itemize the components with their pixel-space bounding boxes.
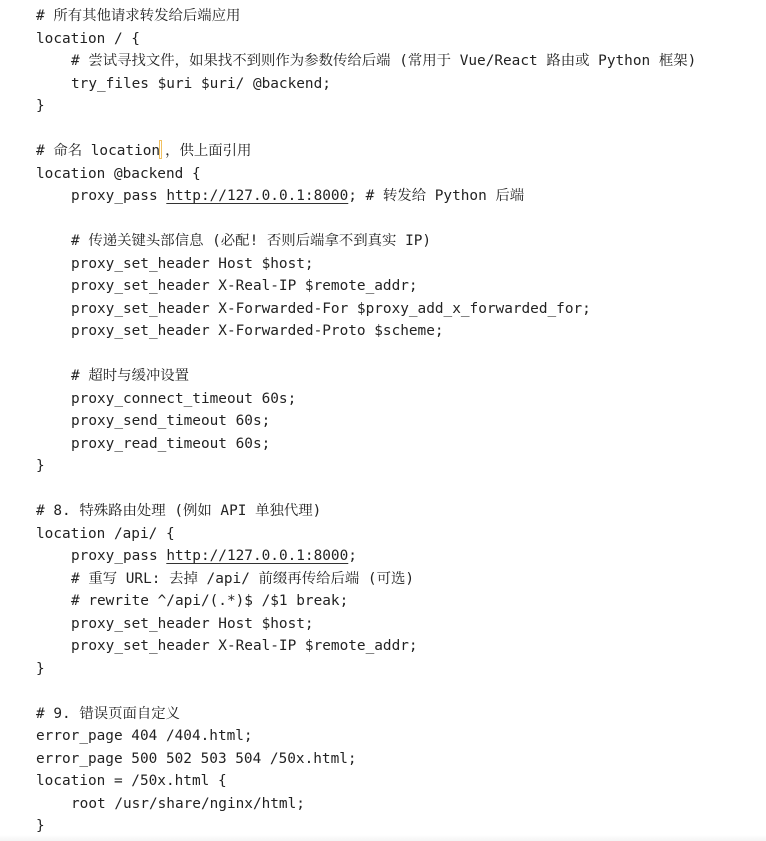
code-line: error_page 500 502 503 504 /50x.html; <box>36 750 357 767</box>
code-line <box>0 208 766 231</box>
code-line <box>0 545 766 568</box>
code-line: location / { <box>36 30 140 47</box>
code-line: proxy_set_header Host $host; <box>71 255 314 272</box>
code-line <box>0 140 766 163</box>
code-line: proxy_connect_timeout 60s; <box>71 390 297 407</box>
code-link[interactable]: http://127.0.0.1:8000 <box>166 548 349 564</box>
code-line: # 重写 URL: 去掉 /api/ 前缀再传给后端 (可选) <box>71 570 415 587</box>
code-link[interactable]: http://127.0.0.1:8000 <box>166 188 349 204</box>
code-line: # 9. 错误页面自定义 <box>36 705 181 722</box>
bottom-edge-shade <box>0 835 766 841</box>
code-line: # 8. 特殊路由处理 (例如 API 单独代理) <box>36 503 322 519</box>
code-line: proxy_set_header Host $host; <box>71 615 314 632</box>
code-line <box>0 185 766 208</box>
code-line: try_files $uri $uri/ @backend; <box>71 75 331 92</box>
code-line: root /usr/share/nginx/html; <box>71 795 305 812</box>
code-line: proxy_set_header X-Forwarded-Proto $scheme; <box>71 323 444 339</box>
code-line: } <box>36 98 45 114</box>
code-line: proxy_read_timeout 60s; <box>71 435 271 452</box>
code-line <box>0 343 766 366</box>
code-line: # rewrite ^/api/(.*)$ /$1 break; <box>71 593 349 609</box>
code-text: proxy_pass <box>71 188 167 204</box>
code-line: proxy_set_header X-Forwarded-For $proxy_add_x_forwarded_for; <box>71 300 591 317</box>
code-line: # 所有其他请求转发给后端应用 <box>36 8 241 24</box>
code-text: ，供上面引用 <box>165 143 252 159</box>
code-line: # 超时与缓冲设置 <box>71 368 190 384</box>
code-line <box>0 680 766 703</box>
code-line: proxy_send_timeout 60s; <box>71 413 271 429</box>
code-text: proxy_pass <box>71 548 167 564</box>
code-text: # 命名 location <box>36 143 161 159</box>
code-line: location /api/ { <box>36 525 175 542</box>
code-text: ; # 转发给 Python 后端 <box>348 188 525 204</box>
code-line: } <box>36 458 45 474</box>
code-text: ; <box>348 548 357 564</box>
code-line: location = /50x.html { <box>36 773 227 789</box>
code-block <box>0 5 766 838</box>
code-line <box>0 478 766 501</box>
code-line: # 传递关键头部信息 (必配! 否则后端拿不到真实 IP) <box>71 233 432 249</box>
code-line: } <box>36 818 45 834</box>
code-line: # 尝试寻找文件，如果找不到则作为参数传给后端 (常用于 Vue/React 路由或 Python 框架) <box>71 53 697 69</box>
code-line <box>0 118 766 141</box>
code-line: location @backend { <box>36 165 201 182</box>
code-line: error_page 404 /404.html; <box>36 728 253 744</box>
code-line: proxy_set_header X-Real-IP $remote_addr; <box>71 278 418 294</box>
code-line: } <box>36 660 45 677</box>
code-line: proxy_set_header X-Real-IP $remote_addr; <box>71 638 418 654</box>
text-cursor-highlight <box>160 141 161 158</box>
